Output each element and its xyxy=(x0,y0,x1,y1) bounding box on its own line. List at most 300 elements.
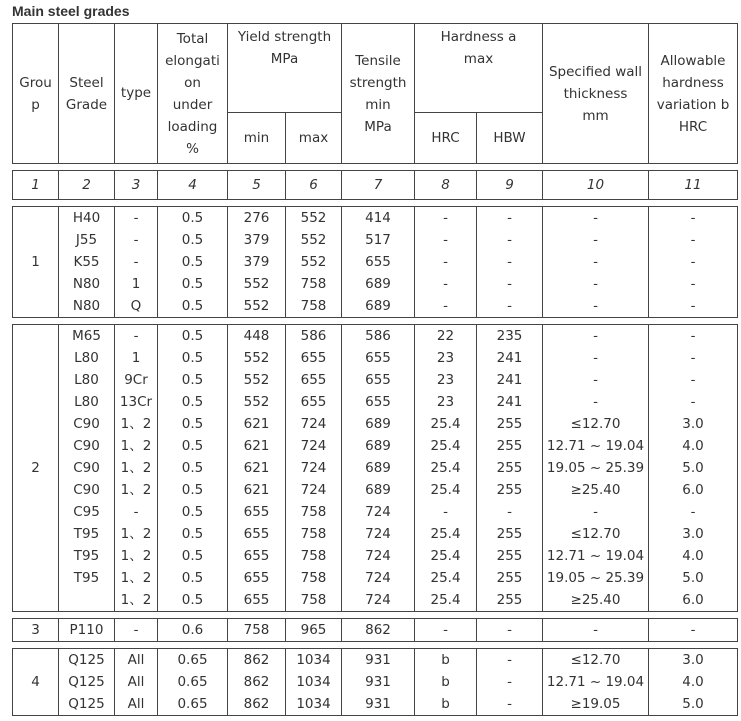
header-line: Tensile xyxy=(355,52,401,69)
column-number-row xyxy=(13,171,738,200)
table-cell: 621 xyxy=(243,416,270,432)
table-cell: 1、2 xyxy=(120,460,152,476)
table-cell: 862 xyxy=(243,696,270,712)
table-cell: 0.5 xyxy=(181,592,204,608)
header-total-elongation xyxy=(158,24,228,164)
column-wall-thickness xyxy=(543,649,649,716)
table-cell: 0.5 xyxy=(181,276,204,292)
column-type xyxy=(115,649,158,716)
table-cell: C90 xyxy=(73,460,100,476)
header-hbw: HBW xyxy=(477,113,543,164)
table-cell: 655 xyxy=(243,548,270,564)
table-cell: 0.5 xyxy=(181,570,204,586)
table-cell: - xyxy=(443,504,448,520)
table-cell: 0.5 xyxy=(181,350,204,366)
header-line: loading xyxy=(167,118,218,135)
steel-grades-table xyxy=(12,23,738,716)
table-cell: M65 xyxy=(72,328,101,344)
table-cell: - xyxy=(133,254,139,270)
column-hardness-variation xyxy=(649,207,738,318)
table-cell: 689 xyxy=(365,460,391,476)
group-number: 4 xyxy=(13,649,59,716)
table-cell: 0.5 xyxy=(181,372,204,388)
table-cell: 552 xyxy=(243,276,270,292)
table-cell: 724 xyxy=(365,526,391,542)
column-yield-max xyxy=(286,207,342,318)
group-row xyxy=(13,619,738,642)
table-cell: All xyxy=(127,674,145,690)
table-cell: 758 xyxy=(300,592,327,608)
table-cell: - xyxy=(507,674,512,690)
column-yield-min xyxy=(228,325,286,612)
column-type xyxy=(115,619,158,642)
table-cell: All xyxy=(127,652,145,668)
column-hrc xyxy=(415,325,477,612)
column-number: 1 xyxy=(13,171,59,200)
table-cell: K55 xyxy=(73,254,100,270)
table-cell: 724 xyxy=(300,460,327,476)
table-cell: - xyxy=(690,328,696,344)
header-yield-strength xyxy=(228,24,342,113)
table-cell: 0.5 xyxy=(181,298,204,314)
table-cell: C90 xyxy=(73,416,100,432)
table-cell: 4.0 xyxy=(682,438,704,454)
table-cell: 255 xyxy=(496,526,523,542)
header-yield-max: max xyxy=(286,113,342,164)
table-cell: 25.4 xyxy=(430,548,461,564)
table-cell: - xyxy=(690,298,696,314)
column-hardness-variation xyxy=(649,619,738,642)
table-cell: 655 xyxy=(243,526,270,542)
table-cell: 552 xyxy=(243,298,270,314)
header-line: max xyxy=(463,51,494,67)
table-cell: - xyxy=(133,210,139,226)
table-cell: 255 xyxy=(496,548,523,564)
table-cell: 758 xyxy=(243,622,270,638)
table-cell: 4.0 xyxy=(682,674,704,690)
table-title: Main steel grades xyxy=(12,3,130,19)
table-cell: 448 xyxy=(243,328,270,344)
table-cell: 1、2 xyxy=(120,526,152,542)
table-cell: - xyxy=(443,254,448,270)
table-cell: 13Cr xyxy=(119,394,153,410)
group-row xyxy=(13,649,738,716)
table-cell: 724 xyxy=(300,438,327,454)
table-cell: 9Cr xyxy=(124,372,148,388)
table-cell: 655 xyxy=(365,372,391,388)
table-cell: - xyxy=(133,504,139,520)
table-cell: - xyxy=(133,328,139,344)
header-hardness xyxy=(415,24,543,113)
table-cell: 0.65 xyxy=(177,652,208,668)
table-cell: - xyxy=(690,350,696,366)
table-cell: T95 xyxy=(73,570,100,586)
table-cell: 724 xyxy=(300,416,327,432)
header-line: variation b xyxy=(656,96,730,113)
table-cell: 586 xyxy=(365,328,391,344)
table-cell: - xyxy=(690,254,696,270)
column-number: 9 xyxy=(477,171,543,200)
table-cell: 1、2 xyxy=(120,482,152,498)
table-cell: 758 xyxy=(300,526,327,542)
header-group xyxy=(13,24,59,164)
header-line: mm xyxy=(582,107,609,124)
table-cell: 655 xyxy=(300,394,327,410)
table-cell: - xyxy=(690,622,696,638)
table-cell: - xyxy=(443,622,448,638)
table-cell: 0.65 xyxy=(177,674,208,690)
table-cell: 552 xyxy=(243,394,270,410)
table-cell: 0.5 xyxy=(181,548,204,564)
table-cell: - xyxy=(507,210,512,226)
table-cell: 25.4 xyxy=(430,526,461,542)
table-cell: ≤12.70 xyxy=(570,416,621,432)
table-cell: 12.71 ~ 19.04 xyxy=(546,674,645,690)
header-line: Total xyxy=(176,30,209,47)
table-cell: Q125 xyxy=(68,674,105,690)
table-cell: - xyxy=(593,254,598,270)
table-cell: 0.5 xyxy=(181,394,204,410)
table-cell: 586 xyxy=(300,328,327,344)
table-cell: 22 xyxy=(436,328,455,344)
header-line: HRC xyxy=(678,118,708,135)
table-cell: 552 xyxy=(300,210,327,226)
table-cell: - xyxy=(690,232,696,248)
table-cell: 19.05 ~ 25.39 xyxy=(546,460,645,476)
table-cell: 655 xyxy=(300,350,327,366)
table-cell: 517 xyxy=(365,232,391,248)
header-line: on xyxy=(184,74,201,91)
column-steel-grade xyxy=(59,325,115,612)
table-cell: - xyxy=(690,276,696,292)
table-cell: 1 xyxy=(131,350,141,366)
header-line: Steel xyxy=(69,74,104,91)
table-cell: 689 xyxy=(365,482,391,498)
table-cell: ≥25.40 xyxy=(570,592,621,608)
table-cell: 6.0 xyxy=(682,482,704,498)
column-tensile xyxy=(342,619,415,642)
table-cell: 1、2 xyxy=(120,592,152,608)
table-cell: 241 xyxy=(496,394,523,410)
table-cell: 0.5 xyxy=(181,210,204,226)
header-line: Specified wall xyxy=(548,63,643,80)
table-cell: C90 xyxy=(73,438,100,454)
table-cell: 655 xyxy=(243,504,270,520)
table-cell: - xyxy=(507,622,512,638)
header-line: Allowable xyxy=(660,52,726,69)
column-wall-thickness xyxy=(543,619,649,642)
table-cell: 1034 xyxy=(296,674,331,690)
column-number: 5 xyxy=(228,171,286,200)
table-cell: 724 xyxy=(300,482,327,498)
table-cell: 689 xyxy=(365,438,391,454)
table-cell: - xyxy=(133,622,139,638)
column-elongation xyxy=(158,325,228,612)
column-steel-grade xyxy=(59,649,115,716)
column-number: 7 xyxy=(342,171,415,200)
table-cell: 552 xyxy=(243,372,270,388)
table-cell: ≥19.05 xyxy=(570,696,621,712)
table-cell: 931 xyxy=(365,652,391,668)
table-cell: 965 xyxy=(300,622,327,638)
table-cell: 552 xyxy=(300,232,327,248)
column-number: 6 xyxy=(286,171,342,200)
table-cell: Q125 xyxy=(68,652,105,668)
header-tensile-strength xyxy=(342,24,415,164)
header-line: p xyxy=(31,96,40,113)
table-cell: 6.0 xyxy=(682,592,704,608)
table-cell: - xyxy=(133,232,139,248)
table-cell: 0.5 xyxy=(181,328,204,344)
table-cell: 724 xyxy=(365,570,391,586)
table-cell: 241 xyxy=(496,372,523,388)
table-cell: 1、2 xyxy=(120,570,152,586)
column-hrc xyxy=(415,619,477,642)
column-number: 11 xyxy=(649,171,738,200)
table-cell: T95 xyxy=(73,526,100,542)
header-line: MPa xyxy=(364,118,392,135)
table-cell: 1、2 xyxy=(120,416,152,432)
table-cell: - xyxy=(690,394,696,410)
table-cell: 0.6 xyxy=(181,622,204,638)
table-cell: b xyxy=(441,652,450,668)
table-cell: 0.5 xyxy=(181,526,204,542)
table-cell: 12.71 ~ 19.04 xyxy=(546,438,645,454)
table-cell: 655 xyxy=(365,394,391,410)
group-number: 3 xyxy=(13,619,59,642)
table-cell: All xyxy=(127,696,145,712)
table-cell: 255 xyxy=(496,438,523,454)
table-cell: - xyxy=(593,372,598,388)
column-tensile xyxy=(342,207,415,318)
table-cell: 3.0 xyxy=(682,416,704,432)
table-cell: ≤12.70 xyxy=(570,526,621,542)
table-cell: 621 xyxy=(243,482,270,498)
column-yield-min xyxy=(228,619,286,642)
table-cell: - xyxy=(507,504,512,520)
table-cell: 931 xyxy=(365,674,391,690)
column-number: 4 xyxy=(158,171,228,200)
table-cell: 758 xyxy=(300,548,327,564)
header-line: Grade xyxy=(65,96,108,113)
table-cell: 655 xyxy=(365,350,391,366)
table-cell: C90 xyxy=(73,482,100,498)
table-cell: - xyxy=(507,276,512,292)
table-cell: 25.4 xyxy=(430,592,461,608)
table-cell: 0.5 xyxy=(181,232,204,248)
column-elongation xyxy=(158,207,228,318)
table-cell: J55 xyxy=(75,232,98,248)
table-cell: 0.5 xyxy=(181,482,204,498)
column-number: 2 xyxy=(59,171,115,200)
table-cell: 655 xyxy=(243,592,270,608)
header-line: Hardness a xyxy=(440,29,517,45)
table-cell: 0.65 xyxy=(177,696,208,712)
column-steel-grade xyxy=(59,619,115,642)
column-hrc xyxy=(415,649,477,716)
table-cell: - xyxy=(443,276,448,292)
table-cell: 862 xyxy=(365,622,391,638)
table-cell: 1、2 xyxy=(120,548,152,564)
table-cell: 552 xyxy=(300,254,327,270)
table-cell: - xyxy=(507,696,512,712)
column-number: 8 xyxy=(415,171,477,200)
table-cell: 5.0 xyxy=(682,570,704,586)
table-cell: 23 xyxy=(436,394,455,410)
header-line: under xyxy=(172,96,213,113)
column-yield-min xyxy=(228,649,286,716)
header-line: elongati xyxy=(165,52,220,69)
table-cell: 0.5 xyxy=(181,460,204,476)
table-cell: 255 xyxy=(496,570,523,586)
table-cell: 5.0 xyxy=(682,460,704,476)
table-cell: 255 xyxy=(496,592,523,608)
table-cell: L80 xyxy=(74,394,99,410)
column-hbw xyxy=(477,619,543,642)
table-cell: 235 xyxy=(496,328,523,344)
group-row xyxy=(13,325,738,612)
table-cell: 0.5 xyxy=(181,504,204,520)
column-number: 10 xyxy=(543,171,649,200)
column-type xyxy=(115,207,158,318)
column-yield-min xyxy=(228,207,286,318)
table-cell: 23 xyxy=(436,350,455,366)
column-wall-thickness xyxy=(543,207,649,318)
header-line: MPa xyxy=(270,51,299,67)
table-cell: 25.4 xyxy=(430,438,461,454)
table-cell: 276 xyxy=(243,210,270,226)
table-cell: ≥25.40 xyxy=(570,482,621,498)
table-cell: - xyxy=(593,328,598,344)
table-cell: 0.5 xyxy=(181,438,204,454)
table-cell: 655 xyxy=(300,372,327,388)
header-line: thickness xyxy=(563,85,628,102)
table-cell: 689 xyxy=(365,276,391,292)
table-cell: P110 xyxy=(69,622,104,638)
column-elongation xyxy=(158,619,228,642)
header-line: % xyxy=(186,140,199,157)
table-cell: 862 xyxy=(243,674,270,690)
table-cell: - xyxy=(593,350,598,366)
group-number: 2 xyxy=(13,325,59,612)
header-line: Grou xyxy=(19,74,52,91)
column-yield-max xyxy=(286,619,342,642)
table-cell: 758 xyxy=(300,276,327,292)
header-line: min xyxy=(365,96,391,113)
table-cell: 1 xyxy=(131,276,141,292)
table-cell: - xyxy=(593,276,598,292)
table-cell: 5.0 xyxy=(682,696,704,712)
header-type: type xyxy=(115,24,158,164)
table-cell: - xyxy=(507,652,512,668)
table-cell: - xyxy=(507,298,512,314)
group-number: 1 xyxy=(13,207,59,318)
table-cell: 0.5 xyxy=(181,416,204,432)
header-hardness-variation xyxy=(649,24,738,164)
table-cell: L80 xyxy=(74,372,99,388)
table-cell: 4.0 xyxy=(682,548,704,564)
table-cell: - xyxy=(690,210,696,226)
table-cell: 655 xyxy=(243,570,270,586)
column-hrc xyxy=(415,207,477,318)
column-steel-grade xyxy=(59,207,115,318)
table-cell: 758 xyxy=(300,298,327,314)
table-cell: ≤12.70 xyxy=(570,652,621,668)
table-cell xyxy=(59,589,114,611)
table-cell: 255 xyxy=(496,482,523,498)
table-cell: 552 xyxy=(243,350,270,366)
column-hardness-variation xyxy=(649,325,738,612)
header-wall-thickness xyxy=(543,24,649,164)
table-cell: 25.4 xyxy=(430,482,461,498)
table-cell: N80 xyxy=(72,276,101,292)
table-cell: 862 xyxy=(243,652,270,668)
table-cell: 414 xyxy=(365,210,391,226)
table-cell: 25.4 xyxy=(430,460,461,476)
table-cell: 1034 xyxy=(296,696,331,712)
table-cell: 3.0 xyxy=(682,652,704,668)
table-cell: 241 xyxy=(496,350,523,366)
column-hardness-variation xyxy=(649,649,738,716)
table-cell: 758 xyxy=(300,570,327,586)
table-cell: 379 xyxy=(243,232,270,248)
table-cell: 724 xyxy=(365,592,391,608)
table-cell: - xyxy=(593,622,598,638)
column-number: 3 xyxy=(115,171,158,200)
table-cell: - xyxy=(593,298,598,314)
header-line: strength xyxy=(349,74,407,91)
table-cell: 255 xyxy=(496,416,523,432)
table-cell: - xyxy=(690,504,696,520)
table-cell: 0.5 xyxy=(181,254,204,270)
table-cell: Q xyxy=(130,298,142,314)
column-hbw xyxy=(477,649,543,716)
table-cell: b xyxy=(441,696,450,712)
group-row xyxy=(13,207,738,318)
table-cell: 12.71 ~ 19.04 xyxy=(546,548,645,564)
header-hrc: HRC xyxy=(415,113,477,164)
table-cell: - xyxy=(507,254,512,270)
header-steel-grade xyxy=(59,24,115,164)
table-cell: 19.05 ~ 25.39 xyxy=(546,570,645,586)
table-cell: 758 xyxy=(300,504,327,520)
table-cell: - xyxy=(443,210,448,226)
table-cell: T95 xyxy=(73,548,100,564)
table-cell: 621 xyxy=(243,438,270,454)
column-elongation xyxy=(158,649,228,716)
table-cell: 689 xyxy=(365,298,391,314)
table-cell: 689 xyxy=(365,416,391,432)
table-cell: 931 xyxy=(365,696,391,712)
table-cell: 23 xyxy=(436,372,455,388)
table-cell: - xyxy=(593,504,598,520)
table-cell: 1034 xyxy=(296,652,331,668)
table-cell: C95 xyxy=(73,504,100,520)
table-cell: - xyxy=(443,232,448,248)
column-yield-max xyxy=(286,325,342,612)
table-cell: 255 xyxy=(496,460,523,476)
table-cell: 25.4 xyxy=(430,416,461,432)
header-line: Yield strength xyxy=(237,29,332,45)
table-cell: b xyxy=(441,674,450,690)
table-cell: - xyxy=(690,372,696,388)
header-yield-min: min xyxy=(228,113,286,164)
table-cell: 655 xyxy=(365,254,391,270)
table-cell: - xyxy=(593,210,598,226)
column-yield-max xyxy=(286,649,342,716)
table-cell: 1、2 xyxy=(120,438,152,454)
table-cell: 3.0 xyxy=(682,526,704,542)
